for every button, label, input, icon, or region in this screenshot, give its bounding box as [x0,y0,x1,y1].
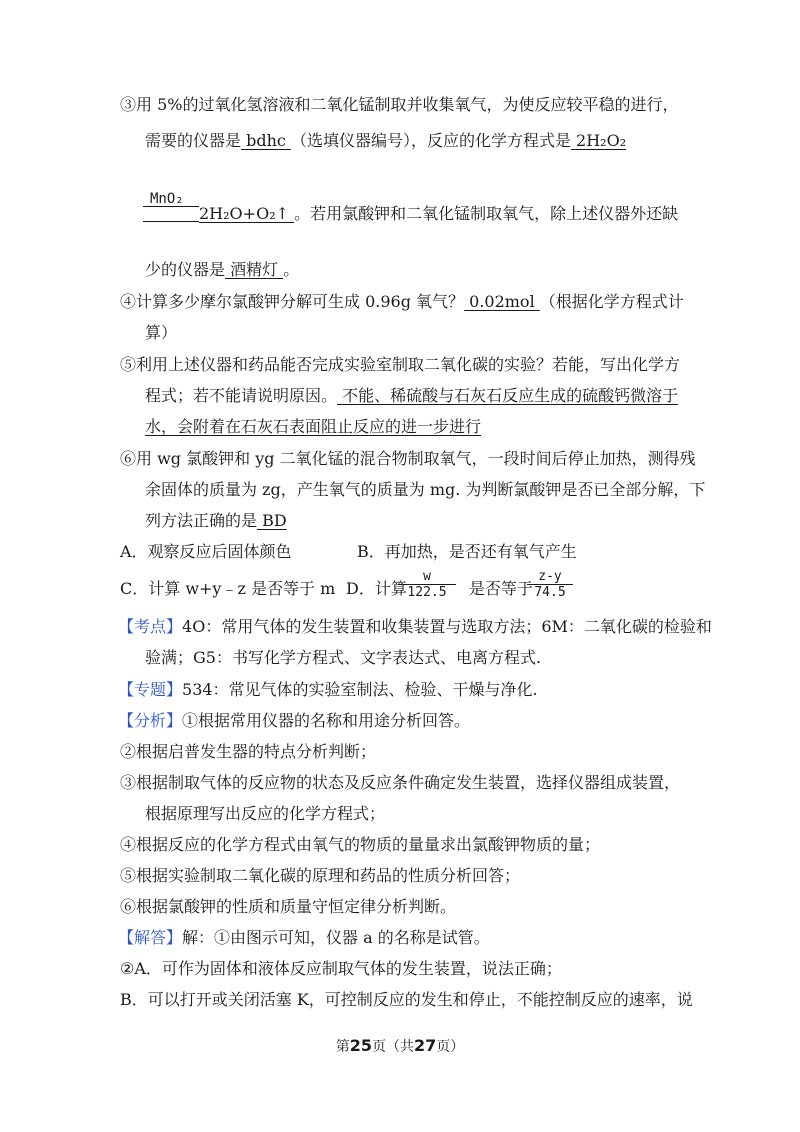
q6-line3: 列方法正确的是 BD [145,511,287,530]
q5-answer-part1: 不能、稀硫酸与石灰石反应生成的硫酸钙微溶于 [337,386,679,405]
answer-mol: 0.02mol [464,292,540,311]
q5-line3 [145,416,481,438]
equation-right: 2H₂O+O₂↑ [199,204,295,223]
q5-answer-part2: 水，会附着在石灰石表面阻止反应的进一步进行 [145,417,482,436]
kaodian-line1: 【考点】4O：常用气体的发生装置和收集装置与选取方法；6M：二氧化碳的检验和 [118,617,712,636]
fenxi-line6: ⑤根据实验制取二氧化碳的原理和药品的性质分析回答； [120,866,521,885]
answer-instruments: bdhc [241,131,291,150]
q4-line1: ④计算多少摩尔氯酸钾分解可生成 0.96g 氧气？ 0.02mol （根据化学方程式计 [120,292,684,311]
equation-underline [143,221,199,222]
page-number: 25 [349,1036,372,1055]
fenxi-line3: ③根据制取气体的反应物的状态及反应条件确定发生装置，选择仪器组成装置， [120,773,681,792]
page-footer: 第25页（共27页） [335,1036,465,1055]
kaodian-tag: 【考点】 [118,617,183,636]
q5-line1: ⑤利用上述仪器和药品能否完成实验室制取二氧化碳的实验？若能，写出化学方 [120,355,681,374]
zhuanti-line: 【专题】534：常见气体的实验室制法、检验、干燥与净化. [118,680,538,699]
jieda-line3: B．可以打开或关闭活塞 K，可控制反应的发生和停止，不能控制反应的速率，说 [120,990,693,1009]
q3-line2: 需要的仪器是 bdhc （选填仪器编号），反应的化学方程式是 2H₂O₂ [145,131,627,150]
q5-line2: 程式；若不能请说明原因。 不能、稀硫酸与石灰石反应生成的硫酸钙微溶于 [145,386,679,405]
page-total: 27 [414,1036,437,1055]
fenxi-tag: 【分析】 [118,711,183,730]
option-c: C．计算 w+y﹣z 是否等于 m [120,579,336,598]
q3-line1: ③用 5%的过氧化氢溶液和二氧化锰制取并收集氧气，为使反应较平稳的进行， [120,95,679,114]
answer-missing-instrument: 酒精灯 [225,260,284,279]
q4-line2: 算） [145,323,178,342]
q3-line3: 2H₂O+O₂↑ 。若用氯酸钾和二氧化锰制取氧气，除上述仪器外还缺 [199,204,679,223]
fraction-z-y-over-74-5: $\frac{z-y}{74.5}$ [527,570,573,601]
option-a: A．观察反应后固体颜色 [120,542,292,561]
fraction-w-over-122-5: $\frac{w}{122.5}$ [398,570,456,601]
fenxi-line1: 【分析】①根据常用仪器的名称和用途分析回答。 [118,711,471,730]
fenxi-line7: ⑥根据氯酸钾的性质和质量守恒定律分析判断。 [120,897,457,916]
q3-line4: 少的仪器是 酒精灯 。 [145,260,300,279]
q6-answer: BD [257,511,287,530]
q6-line2: 余固体的质量为 zg，产生氧气的质量为 mg. 为判断氯酸钾是否已全部分解，下 [145,480,706,499]
option-b: B．再加热，是否还有氧气产生 [357,542,577,561]
fenxi-line4: 根据原理写出反应的化学方程式； [145,804,386,823]
fenxi-line2: ②根据启普发生器的特点分析判断； [120,742,377,761]
equation-arrow-top [143,206,199,207]
equation-left: 2H₂O₂ [570,131,627,150]
option-d: D．计算 是否等于 [346,579,533,598]
zhuanti-tag: 【专题】 [118,680,183,699]
catalyst-label: MnO₂ [150,191,184,207]
kaodian-line2: 验满；G5：书写化学方程式、文字表达式、电离方程式. [145,648,542,667]
jieda-line2: ②A．可作为固体和液体反应制取气体的发生装置，说法正确； [120,959,562,978]
fenxi-line5: ④根据反应的化学方程式由氧气的物质的量量求出氯酸钾物质的量； [120,835,601,854]
jieda-line1: 【解答】解：①由图示可知，仪器 a 的名称是试管。 [118,928,490,947]
jieda-tag: 【解答】 [118,928,183,947]
q6-line1: ⑥用 wg 氯酸钾和 yg 二氧化锰的混合物制取氧气，一段时间后停止加热，测得残 [120,449,696,468]
